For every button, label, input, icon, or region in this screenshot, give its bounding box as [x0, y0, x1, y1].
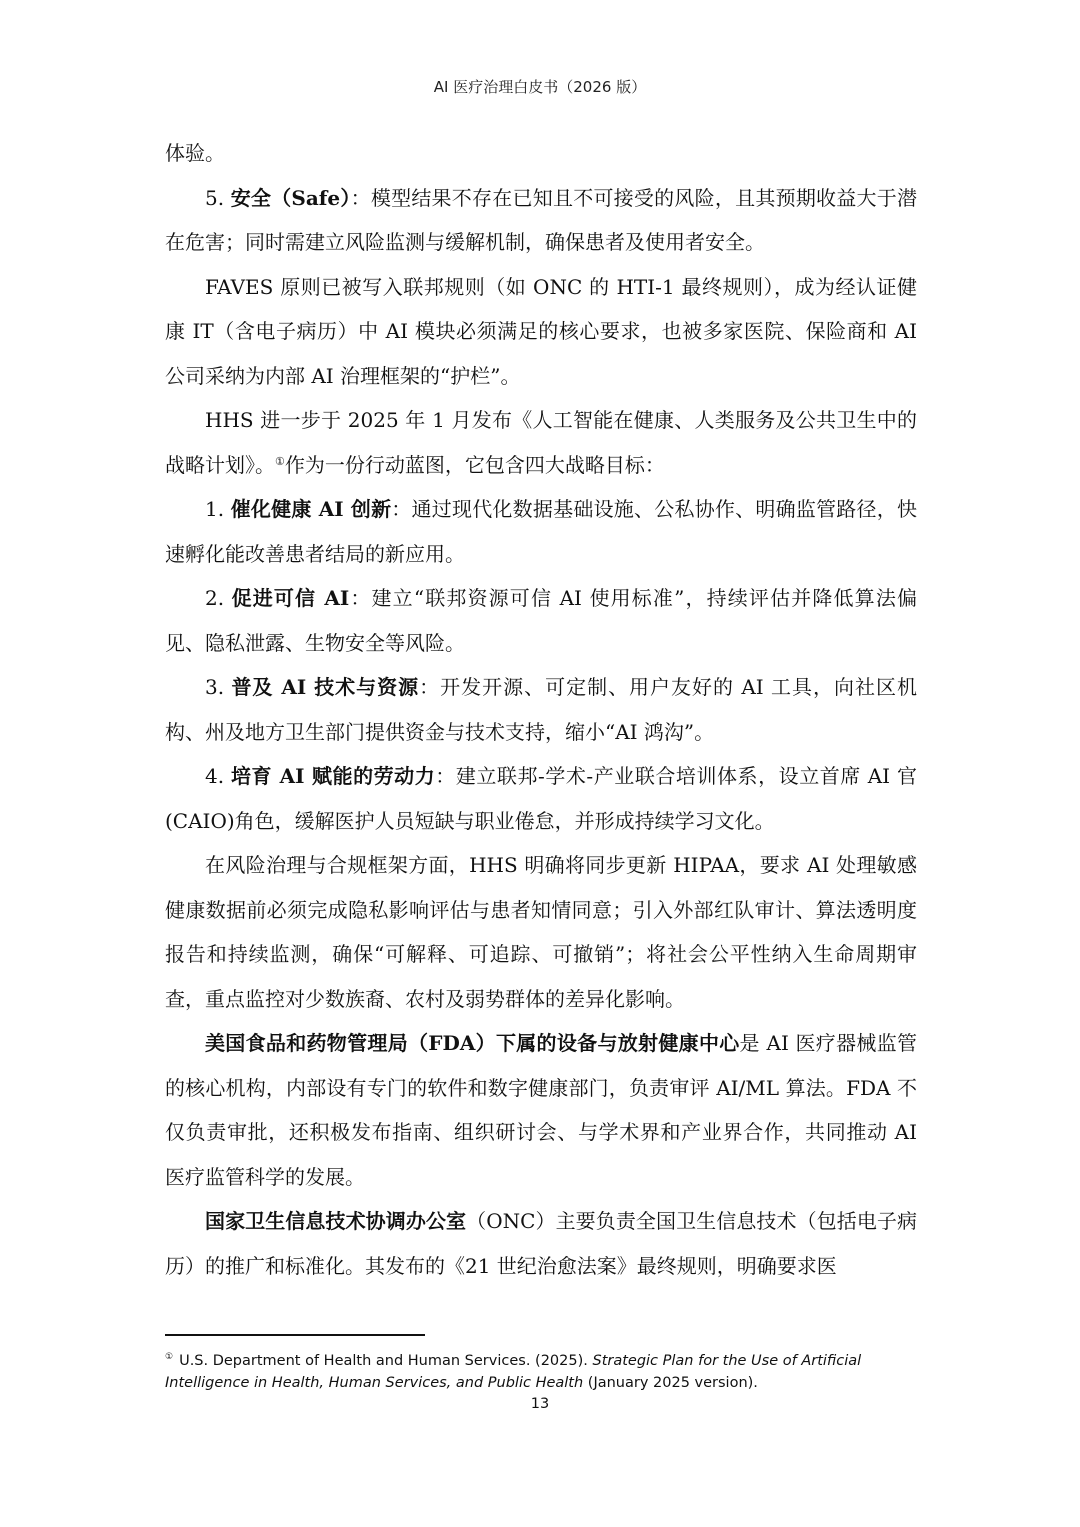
paragraph-fda: [165, 1021, 917, 1199]
goal-text: ：建立联邦-学术-产业联合培训体系，设立首席 AI 官(CAIO)角色，缓解医护人员短缺与职业倦怠，并形成持续学习文化。: [165, 764, 917, 833]
paragraph-onc: [165, 1199, 917, 1288]
paragraph-text: 在风险治理与合规框架方面，HHS 明确将同步更新 HIPAA，要求 AI 处理敏感健康数据前必须完成隐私影响评估与患者知情同意；引入外部红队审计、算法透明度报告和持续监测，确保“可解释、可追踪、可撤销”；将社会公平性纳入生命周期审查，重点监控对少数族裔、农村及弱势群体的差异化影响。: [165, 853, 917, 1011]
goal-label: 普及 AI 技术与资源: [231, 675, 420, 699]
footnote-title: Strategic Plan for the Use of Artificial Intelligence in Health, Human Services, and Public Health: [165, 1353, 862, 1391]
goal-3: [165, 665, 917, 754]
running-header: AI 医疗治理白皮书（2026 版）: [433, 78, 647, 96]
agency-label: 美国食品和药物管理局（FDA）下属的设备与放射健康中心: [205, 1031, 740, 1055]
agency-label: 国家卫生信息技术协调办公室: [205, 1209, 467, 1233]
principle-safe: [165, 176, 917, 265]
list-number: 1.: [205, 497, 231, 521]
paragraph-text: 作为一份行动蓝图，它包含四大战略目标：: [284, 452, 665, 477]
paragraph-text: 体验。: [165, 141, 225, 165]
principle-text: ：模型结果不存在已知且不可接受的风险，且其预期收益大于潜在危害；同时需建立风险监测与缓解机制，确保患者及使用者安全。: [165, 185, 918, 254]
footnote-lead: U.S. Department of Health and Human Services. (2025).: [179, 1353, 593, 1369]
paragraph-text: FAVES 原则已被写入联邦规则（如 ONC 的 HTI-1 最终规则），成为经认证健康 IT（含电子病历）中 AI 模块必须满足的核心要求，也被多家医院、保险商和 AI 公司采纳为内部 AI 治理框架的“护栏”。: [165, 274, 917, 388]
list-number: 3.: [205, 675, 232, 699]
list-number: 4.: [205, 764, 231, 788]
paragraph-text: 是 AI 医疗器械监管的核心机构，内部设有专门的软件和数字健康部门，负责审评 AI/ML 算法。FDA 不仅负责审批，还积极发布指南、组织研讨会、与学术界和产业界合作，共同推动 AI 医疗监管科学的发展。: [165, 1031, 917, 1189]
footnote: [165, 1350, 917, 1394]
goal-label: 培育 AI 赋能的劳动力: [231, 764, 436, 788]
paragraph-text: HHS 进一步于 2025 年 1 月发布《人工智能在健康、人类服务及公共卫生中的战略计划》。: [165, 408, 917, 477]
goal-text: ：通过现代化数据基础设施、公私协作、明确监管路径，快速孵化能改善患者结局的新应用。: [165, 497, 917, 566]
footnote-divider: [165, 1334, 425, 1336]
goal-2: [165, 576, 917, 665]
list-number: 2.: [205, 586, 232, 610]
body-text: [165, 131, 917, 1288]
goal-label: 促进可信 AI: [231, 586, 350, 610]
goal-1: [165, 487, 917, 576]
paragraph-faves: [165, 265, 917, 399]
goal-text: ：开发开源、可定制、用户友好的 AI 工具，向社区机构、州及地方卫生部门提供资金与技术支持，缩小“AI 鸿沟”。: [165, 675, 917, 744]
footnote-ref[interactable]: ①: [275, 454, 285, 468]
paragraph-continuation: [165, 131, 917, 176]
goal-label: 催化健康 AI 创新: [230, 497, 392, 521]
paragraph-risk-governance: [165, 843, 917, 1021]
footnote-marker: ①: [165, 1352, 174, 1362]
page-number: 13: [530, 1396, 550, 1412]
paragraph-hhs-plan: [165, 398, 917, 487]
goal-4: [165, 754, 917, 843]
goal-text: ：建立“联邦资源可信 AI 使用标准”，持续评估并降低算法偏见、隐私泄露、生物安全等风险。: [165, 586, 917, 655]
principle-label: 安全（Safe）: [230, 185, 351, 210]
footnote-tail: (January 2025 version).: [583, 1375, 758, 1391]
paragraph-text: （ONC）主要负责全国卫生信息技术（包括电子病历）的推广和标准化。其发布的《21 世纪治愈法案》最终规则，明确要求医: [165, 1209, 918, 1278]
list-number: 5.: [205, 185, 231, 210]
